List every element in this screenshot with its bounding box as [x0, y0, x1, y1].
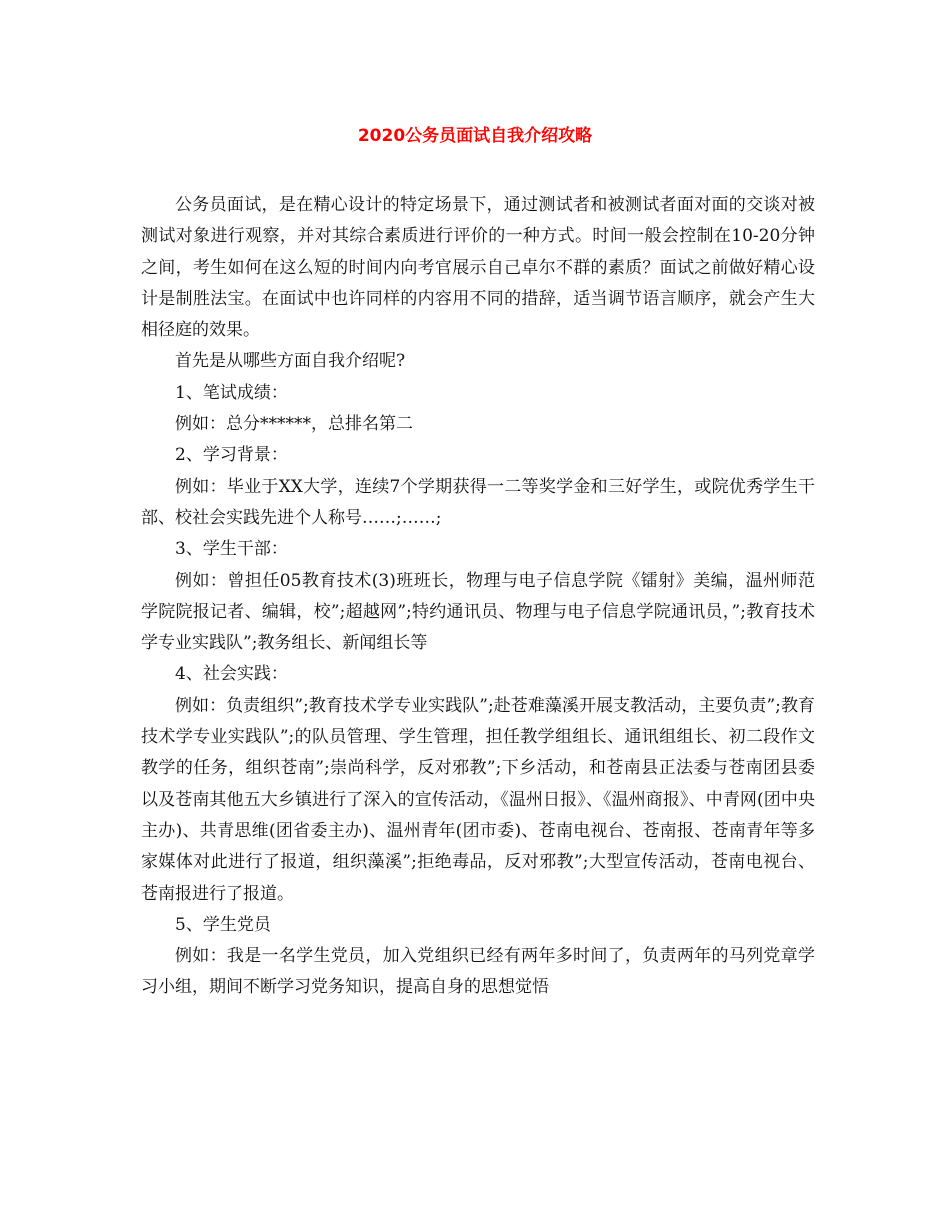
- section-heading-student-cadre: 3、学生干部：: [175, 539, 288, 560]
- paragraph-question: 首先是从哪些方面自我介绍呢?: [175, 351, 406, 372]
- document-title: 2020公务员面试自我介绍攻略: [357, 126, 593, 146]
- example-student-cadre: 例如：曾担任05教育技术(3)班班长，物理与电子信息学院《镭射》美编，温州师范学院院报记者、编辑，校”;超越网”;特约通讯员、物理与电子信息学院通讯员，”;教育技术学专业实践队”;教务组长、新闻组长等: [141, 570, 815, 654]
- section-heading-education: 2、学习背景：: [175, 445, 288, 466]
- example-party-member: 例如：我是一名学生党员，加入党组织已经有两年多时间了，负责两年的马列党章学习小组，期间不断学习党务知识，提高自身的思想觉悟: [141, 946, 815, 998]
- document-body: [141, 190, 815, 1004]
- paragraph-intro: 公务员面试，是在精心设计的特定场景下，通过测试者和被测试者面对面的交谈对被测试对象进行观察，并对其综合素质进行评价的一种方式。时间一般会控制在10-20分钟之间，考生如何在这么短的时间内向考官展示自己卓尔不群的素质？面试之前做好精心设计是制胜法宝。在面试中也许同样的内容用不同的措辞，适当调节语言顺序，就会产生大相径庭的效果。: [141, 195, 815, 341]
- example-education: 例如：毕业于XX大学，连续7个学期获得一二等奖学金和三好学生，或院优秀学生干部、校社会实践先进个人称号……;……;: [141, 476, 815, 528]
- example-written-score: 例如：总分******，总排名第二: [175, 414, 413, 435]
- example-social-practice: 例如：负责组织”;教育技术学专业实践队”;赴苍难藻溪开展支教活动，主要负责”;教育技术学专业实践队”;的队员管理、学生管理，担任教学组组长、通讯组组长、初二段作文教学的任务，组织苍南”;崇尚科学，反对邪教”;下乡活动，和苍南县正法委与苍南团县委以及苍南其他五大乡镇进行了深入的宣传活动，《温州日报》、《温州商报》、中青网(团中央主办)、共青思维(团省委主办)、温州青年(团市委)、苍南电视台、苍南报、苍南青年等多家媒体对此进行了报道，组织藻溪”;拒绝毒品，反对邪教”;大型宣传活动，苍南电视台、苍南报进行了报道。: [141, 695, 815, 904]
- section-heading-party-member: 5、学生党员: [175, 914, 271, 935]
- section-heading-written-score: 1、笔试成绩：: [175, 382, 288, 403]
- section-heading-social-practice: 4、社会实践：: [175, 664, 288, 685]
